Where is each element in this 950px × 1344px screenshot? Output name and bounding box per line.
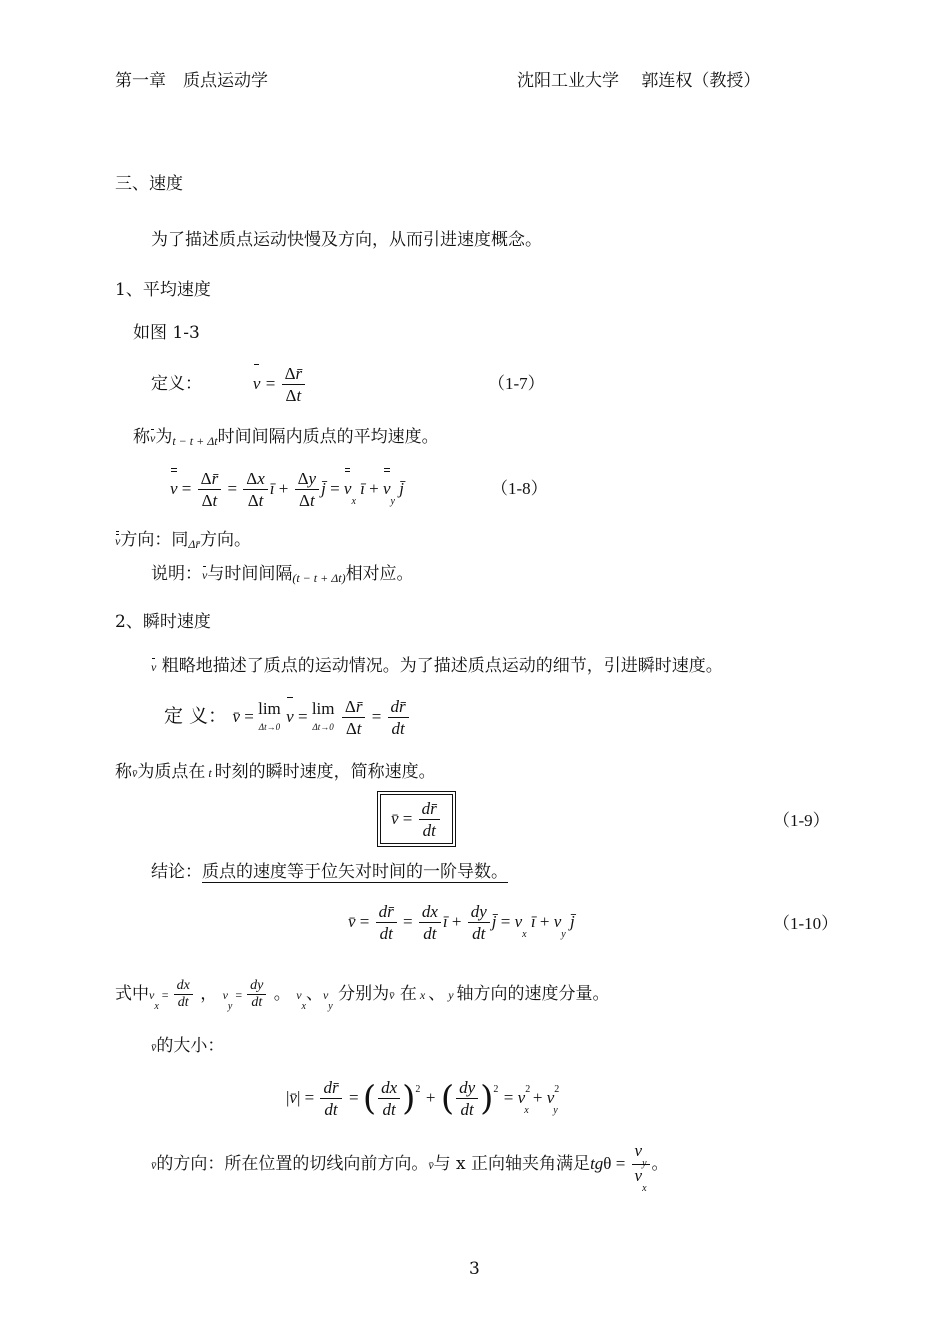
avg-velocity-title: 1、平均速度 — [115, 280, 211, 300]
header-right: 沈阳工业大学 郭连权（教授） — [517, 71, 761, 91]
page-number: 3 — [469, 1259, 480, 1279]
equation-number-1-9: （1-9） — [773, 811, 830, 830]
avg-velocity-note: 说明：v与时间间隔(t − t + Δt)相对应。 — [151, 564, 414, 585]
magnitude-equation: |v̄| = $\frac{dr̄}{dt}$ = ( $\frac{dx}{dt}$ )$^2$ + ( $\frac{dy}{dt}$ )$^2 = v^2_x + v^2_y$ — [286, 1078, 560, 1119]
intro-paragraph: 为了描述质点运动快慢及方向，从而引进速度概念。 — [151, 230, 542, 250]
velocity-component-equation: v̄ = $\frac{dr̄}{dt}$ = $\frac{dx}{dt}$ ī + $\frac{dy}{dt}$ j̄ = $v_x$ ī + $v_y$ j̄ — [348, 902, 575, 943]
avg-velocity-direction: v方向：同Δr̄方向。 — [115, 530, 252, 551]
inst-velocity-call: 称v̄为质点在 t 时刻的瞬时速度，简称速度。 — [115, 762, 436, 782]
velocity-components-definition: 式中$v_x$ = $\frac{dx}{dt}$ ， $v_y$ = $\frac{dy}{dt}$ 。 $v_x$、$v_y$ 分别为v̄ 在 x 、 y 轴方向的速度分量。 — [115, 978, 610, 1012]
inst-velocity-title: 2、瞬时速度 — [115, 612, 211, 632]
v-bar-symbol: v — [253, 362, 261, 406]
conclusion: 结论：质点的速度等于位矢对时间的一阶导数。 — [151, 862, 508, 882]
equation-number-1-8: （1-8） — [491, 479, 548, 498]
equation-number-1-7: （1-7） — [488, 374, 545, 393]
avg-velocity-component-equation: v = $\frac{\Delta r̄}{\Delta t}$ = $\frac{\Delta x}{\Delta t}$ ī + $\frac{\Delta y}{\Delta t}$ j̄ = $v_x$ ī + $v_y$ j̄ — [170, 469, 404, 510]
inst-velocity-definition: 定 义： v̄ = lim Δt→0 v = lim Δt→0 $\frac{\Delta r̄}{\Delta t}$ = $\frac{dr̄}{dt}$ — [164, 694, 411, 739]
header-left: 第一章 质点运动学 — [115, 71, 268, 91]
equation-number-1-10: （1-10） — [773, 914, 839, 933]
fraction-delta-r-delta-t: $\frac{\Delta r̄}{\Delta t}$ — [282, 363, 306, 406]
avg-velocity-definition: 定义： v = $\frac{\Delta r̄}{\Delta t}$ — [151, 362, 307, 406]
section-title: 三、速度 — [115, 174, 183, 194]
magnitude-label: v̄的大小： — [151, 1036, 225, 1056]
conclusion-text: 质点的速度等于位矢对时间的一阶导数。 — [202, 862, 508, 882]
direction-description: v̄的方向：所在位置的切线向前方向。v̄与 x 正向轴夹角满足tgθ = $\frac{v_y}{v_x}$ 。 — [151, 1141, 669, 1194]
definition-label: 定义： — [151, 374, 202, 394]
avg-velocity-call: 称v为t − t + Δt时间间隔内质点的平均速度。 — [133, 427, 439, 448]
inst-velocity-description: v 粗略地描述了质点的运动情况。为了描述质点运动的细节，引进瞬时速度。 — [151, 656, 723, 676]
boxed-velocity-equation: v̄ = $\frac{dr̄}{dt}$ — [380, 794, 453, 844]
figure-reference: 如图 1-3 — [133, 323, 200, 343]
